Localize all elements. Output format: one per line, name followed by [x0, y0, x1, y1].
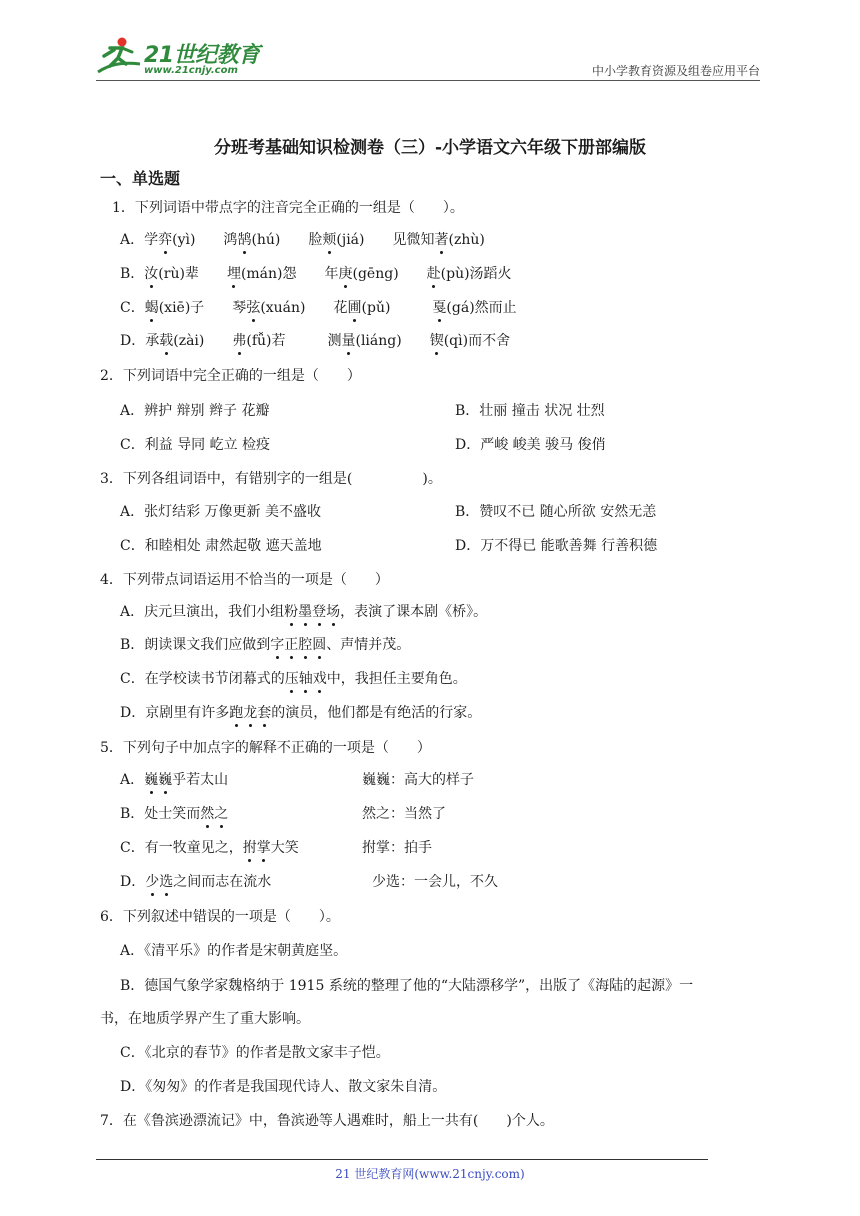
page-title: 分班考基础知识检测卷（三）-小学语文六年级下册部编版 — [213, 138, 647, 158]
question-7-stem: 7．在《鲁滨逊漂流记》中，鲁滨逊等人遇难时，船上一共有( )个人。 — [100, 1113, 554, 1129]
question-6-stem: 6．下列叙述中错误的一项是（ ）。 — [100, 909, 340, 925]
question-4-option-c: C．在学校读书节闭幕式的压轴戏中，我担任主要角色。 — [120, 668, 467, 688]
logo-text: 21世纪教育 — [144, 43, 260, 68]
question-5-option-c: C．有一牧童见之，拊掌大笑 — [120, 837, 299, 857]
question-2-stem: 2．下列词语中完全正确的一组是（ ） — [100, 368, 361, 384]
question-3-option-d: D．万不得已 能歌善舞 行善积德 — [455, 538, 658, 554]
question-1-stem: 1．下列词语中带点字的注音完全正确的一组是（ ）。 — [112, 200, 464, 216]
logo-url: www.21cnjy.com — [144, 65, 238, 76]
question-1-option-a: A．学弈(yì) 鸿鹄(hú) 脸颊(jiá) 见微知著(zhù) — [120, 229, 485, 249]
header-platform-text: 中小学教育资源及组卷应用平台 — [591, 64, 760, 78]
question-2-option-b: B．壮丽 撞击 状况 壮烈 — [455, 403, 605, 419]
question-5-option-b-explanation: 然之：当然了 — [362, 806, 446, 822]
question-6-option-c: C．《北京的春节》的作者是散文家丰子恺。 — [120, 1045, 390, 1061]
question-5-option-c-explanation: 拊掌：拍手 — [362, 840, 432, 856]
question-4-option-d: D．京剧里有许多跑龙套的演员，他们都是有绝活的行家。 — [120, 702, 481, 722]
question-3-stem: 3．下列各组词语中，有错别字的一组是( )。 — [100, 471, 442, 487]
question-1-option-d: D．承载(zài) 弗(fǚ)若 测量(liáng) 锲(qì)而不舍 — [120, 330, 510, 350]
question-5-option-a-explanation: 巍巍：高大的样子 — [362, 772, 474, 788]
header-divider — [96, 80, 760, 81]
question-2-option-a: A．辨护 辩别 辫子 花瓣 — [120, 403, 270, 419]
question-1-option-c: C．蝎(xiē)子 琴弦(xuán) 花圃(pǔ) 戛(gá)然而止 — [120, 297, 517, 317]
question-6-option-a: A．《清平乐》的作者是宋朝黄庭坚。 — [120, 943, 348, 959]
question-4-option-a: A．庆元旦演出，我们小组粉墨登场，表演了课本剧《桥》。 — [120, 601, 487, 621]
question-6-option-b-continued: 书，在地质学界产生了重大影响。 — [100, 1011, 310, 1027]
question-5-option-a: A．巍巍乎若太山 — [120, 769, 228, 789]
footer-link[interactable]: 21 世纪教育网(www.21cnjy.com) — [335, 1167, 525, 1181]
question-3-option-b: B．赞叹不已 随心所欲 安然无恙 — [455, 504, 657, 520]
question-3-option-c: C．和睦相处 肃然起敬 遮天盖地 — [120, 538, 322, 554]
question-2-option-d: D．严峻 峻美 骏马 俊俏 — [455, 437, 606, 453]
question-5-stem: 5．下列句子中加点字的解释不正确的一项是（ ） — [100, 740, 431, 756]
site-logo — [92, 34, 262, 80]
question-5-option-d-explanation: 少选：一会儿，不久 — [372, 874, 498, 890]
footer-divider — [96, 1159, 708, 1160]
question-6-option-d: D．《匆匆》的作者是我国现代诗人、散文家朱自清。 — [120, 1079, 447, 1095]
question-3-option-a: A．张灯结彩 万像更新 美不盛收 — [120, 504, 322, 520]
question-5-option-d: D．少选之间而志在流水 — [120, 871, 271, 891]
question-6-option-b: B．德国气象学家魏格纳于 1915 系统的整理了他的“大陆漂移学”，出版了《海陆的起源》一 — [120, 978, 694, 994]
question-4-option-b: B．朗读课文我们应做到字正腔圆、声情并茂。 — [120, 634, 410, 654]
question-1-option-b: B．汝(rù)辈 埋(mán)怨 年庚(gēng) 赴(pù)汤蹈火 — [120, 263, 512, 283]
question-5-option-b: B．处士笑而然之 — [120, 803, 228, 823]
question-4-stem: 4．下列带点词语运用不恰当的一项是（ ） — [100, 572, 389, 588]
runner-logo-icon — [92, 34, 144, 78]
section-heading: 一、单选题 — [100, 169, 181, 188]
question-2-option-c: C．利益 导同 屹立 检疫 — [120, 437, 271, 453]
